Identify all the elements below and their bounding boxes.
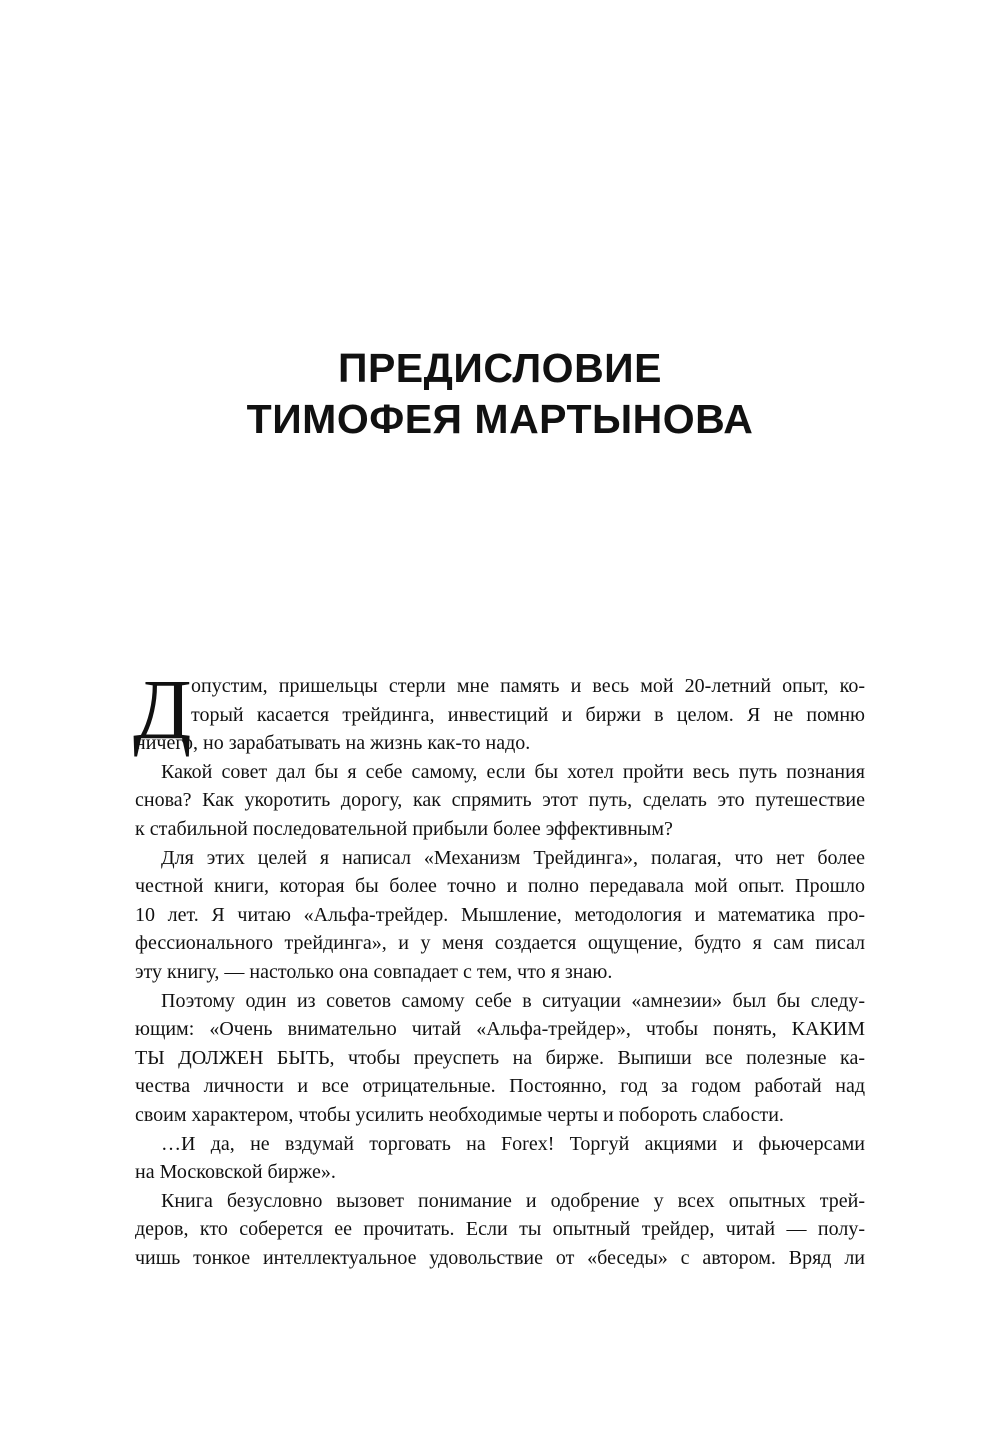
- text-line: Для этих целей я написал «Механизм Трейдинга», полагая, что нет более: [161, 846, 865, 869]
- text-line: к стабильной последовательной прибыли более эффективным?: [135, 817, 673, 840]
- text-line: ТЫ ДОЛЖЕН БЫТЬ, чтобы преуспеть на бирже. Выпиши все полезные ка-: [135, 1046, 865, 1069]
- text-line: опустим, пришельцы стерли мне память и весь мой 20-летний опыт, ко-: [191, 675, 865, 697]
- text-line: своим характером, чтобы усилить необходимые черты и побороть слабости.: [135, 1103, 784, 1126]
- chapter-title-line-1: ПРЕДИСЛОВИЕ: [337, 345, 662, 391]
- chapter-title: [0, 343, 1000, 445]
- text-line: чишь тонкое интеллектуальное удовольствие от «беседы» с автором. Вряд ли: [135, 1246, 865, 1269]
- text-line: на Московской бирже».: [135, 1161, 336, 1184]
- text-line: эту книгу, — настолько она совпадает с тем, что я знаю.: [135, 960, 613, 983]
- text-line: …И да, не вздумай торговать на Forex! Торгуй акциями и фьючерсами: [161, 1132, 865, 1155]
- text-line: 10 лет. Я читаю «Альфа-трейдер. Мышление, методология и математика про-: [135, 903, 865, 926]
- text-line: ничего, но зарабатывать на жизнь как-то надо.: [135, 732, 531, 755]
- text-line: Какой совет дал бы я себе самому, если бы хотел пройти весь путь познания: [161, 760, 865, 783]
- text-line: снова? Как укоротить дорогу, как спрямить этот путь, сделать это путешествие: [135, 789, 865, 812]
- text-line: фессионального трейдинга», и у меня создается ощущение, будто я сам писал: [135, 932, 865, 955]
- chapter-title-line-2: ТИМОФЕЯ МАРТЫНОВА: [246, 396, 754, 442]
- text-line: деров, кто соберется ее прочитать. Если ты опытный трейдер, читай — полу-: [135, 1218, 865, 1241]
- text-line: честной книги, которая бы более точно и полно передавала мой опыт. Прошло: [135, 875, 865, 898]
- text-line: торый касается трейдинга, инвестиций и биржи в целом. Я не помню: [191, 703, 865, 726]
- text-line: Поэтому один из советов самому себе в ситуации «амнезии» был бы следу-: [161, 989, 865, 1012]
- body-text: [133, 661, 865, 1272]
- text-line: чества личности и все отрицательные. Постоянно, год за годом работай над: [135, 1075, 865, 1098]
- text-line: ющим: «Очень внимательно читай «Альфа-трейдер», чтобы понять, КАКИМ: [135, 1018, 865, 1041]
- drop-cap: Д: [133, 661, 192, 757]
- text-line: Книга безусловно вызовет понимание и одобрение у всех опытных трей-: [161, 1189, 865, 1212]
